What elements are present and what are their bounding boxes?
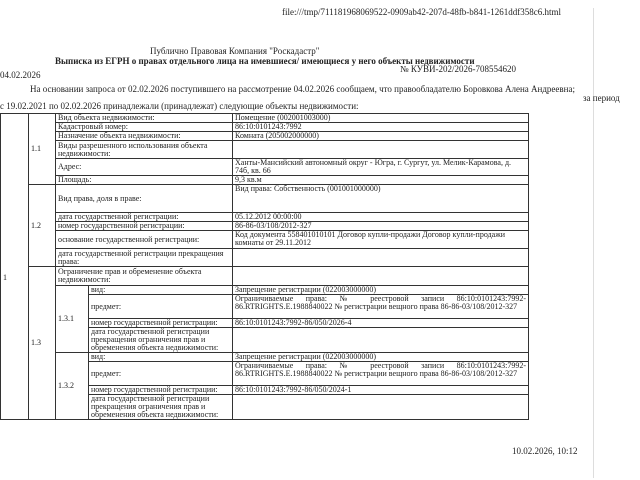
table-row bbox=[1, 222, 529, 231]
table-row bbox=[1, 185, 529, 213]
table-row bbox=[1, 159, 529, 176]
field-label: основание государственной регистрации: bbox=[56, 231, 233, 249]
field-label: номер государственной регистрации: bbox=[89, 386, 233, 395]
subsection-number: 1.3.2 bbox=[56, 353, 89, 420]
property-table bbox=[0, 113, 529, 420]
field-label: Вид объекта недвижимости: bbox=[56, 114, 233, 123]
field-label: Ограничение прав и обременение объекта недвижимости: bbox=[56, 267, 233, 286]
field-label: вид: bbox=[89, 286, 233, 295]
field-label: предмет: bbox=[89, 362, 233, 386]
field-value: Ханты-Мансийский автономный округ - Югра, г. Сургут, ул. Мелик-Карамова, д. 74б, кв. 66 bbox=[233, 159, 529, 176]
field-label: предмет: bbox=[89, 295, 233, 319]
field-label: номер государственной регистрации: bbox=[56, 222, 233, 231]
file-url: file:///tmp/711181968069522-0909ab42-207d-48fb-b841-1261ddf358c6.html bbox=[282, 7, 562, 17]
organization-name: Публично Правовая Компания "Роскадастр" bbox=[150, 46, 320, 56]
print-timestamp: 10.02.2026, 10:12 bbox=[512, 446, 578, 456]
field-value: Код документа 558401010101 Договор купли-продажи Договор купли-продажи комнаты от 29.11.2012 bbox=[233, 231, 529, 249]
table-row bbox=[1, 286, 529, 295]
field-value: 9,3 кв.м bbox=[233, 176, 529, 185]
field-value: Комната (205002000000) bbox=[233, 132, 529, 141]
section-number: 1.1 bbox=[29, 114, 56, 185]
field-label: дата государственной регистрации прекращения права: bbox=[56, 249, 233, 267]
section-number: 1.2 bbox=[29, 185, 56, 267]
field-value bbox=[233, 141, 529, 159]
field-value: 05.12.2012 00:00:00 bbox=[233, 213, 529, 222]
object-number: 1 bbox=[1, 114, 29, 420]
field-label: номер государственной регистрации: bbox=[89, 319, 233, 328]
table-row bbox=[1, 231, 529, 249]
field-label: Адрес: bbox=[56, 159, 233, 176]
document-title: Выписка из ЕГРН о правах отдельного лица на имевшиеся/ имеющиеся у него объекты недвижимости bbox=[55, 56, 475, 66]
table-row bbox=[1, 123, 529, 132]
field-value bbox=[233, 328, 529, 353]
table-row bbox=[1, 132, 529, 141]
intro-text-period: за период bbox=[583, 93, 620, 103]
intro-text-range: с 19.02.2021 по 02.02.2026 принадлежали (принадлежат) следующие объекты недвижимости: bbox=[0, 101, 359, 111]
document-date: 04.02.2026 bbox=[0, 70, 41, 80]
field-value: Вид права: Собственность (001001000000) bbox=[233, 185, 529, 213]
table-row bbox=[1, 114, 529, 123]
table-row bbox=[1, 213, 529, 222]
field-label: Виды разрешенного использования объекта недвижимости: bbox=[56, 141, 233, 159]
field-label: Назначение объекта недвижимости: bbox=[56, 132, 233, 141]
field-label: Вид права, доля в праве: bbox=[56, 185, 233, 213]
field-value bbox=[233, 249, 529, 267]
field-label: вид: bbox=[89, 353, 233, 362]
field-value: Ограничиваемые права: № реестровой записи 86:10:0101243:7992-86.RTRIGHTS.E.1988840022 № регистрации вещного права 86-86-03/108/2012-327 bbox=[233, 362, 529, 386]
field-value: Запрещение регистрации (022003000000) bbox=[233, 286, 529, 295]
field-value: Ограничиваемые права: № реестровой записи 86:10:0101243:7992-86.RTRIGHTS.E.1988840022 № регистрации вещного права 86-86-03/108/2012-327 bbox=[233, 295, 529, 319]
intro-text: На основании запроса от 02.02.2026 поступившего на рассмотрение 04.02.2026 сообщаем, что правообладателю Боровкова Алена Андреевна; bbox=[30, 84, 575, 94]
table-row bbox=[1, 176, 529, 185]
subsection-number: 1.3.1 bbox=[56, 286, 89, 353]
section-number: 1.3 bbox=[29, 267, 56, 420]
table-row bbox=[1, 141, 529, 159]
field-value bbox=[233, 267, 529, 286]
field-label: Площадь: bbox=[56, 176, 233, 185]
document-number: № КУВИ-202/2026-708554620 bbox=[400, 64, 517, 74]
field-label: дата государственной регистрации: bbox=[56, 213, 233, 222]
field-label: Кадастровый номер: bbox=[56, 123, 233, 132]
field-value bbox=[233, 395, 529, 420]
table-row bbox=[1, 249, 529, 267]
field-label: дата государственной регистрации прекращения ограничения прав и обременения объекта недвижимости: bbox=[89, 328, 233, 353]
field-value: 86:10:0101243:7992-86/050/2026-4 bbox=[233, 319, 529, 328]
field-value: 86-86-03/108/2012-327 bbox=[233, 222, 529, 231]
field-value: Запрещение регистрации (022003000000) bbox=[233, 353, 529, 362]
field-value: 86:10:0101243:7992-86/050/2024-1 bbox=[233, 386, 529, 395]
field-value: 86:10:0101243:7992 bbox=[233, 123, 529, 132]
scrollbar[interactable] bbox=[593, 8, 598, 478]
table-row bbox=[1, 353, 529, 362]
table-row bbox=[1, 267, 529, 286]
field-value: Помещение (002001003000) bbox=[233, 114, 529, 123]
field-label: дата государственной регистрации прекращения ограничения прав и обременения объекта недвижимости: bbox=[89, 395, 233, 420]
